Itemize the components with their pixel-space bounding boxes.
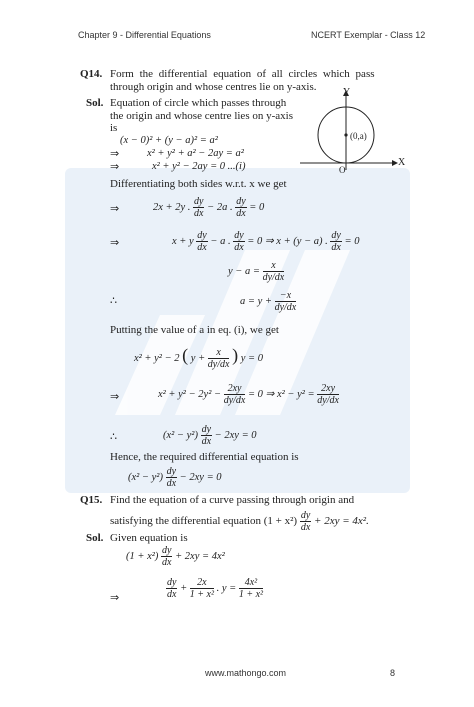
therefore-2: ∴ [110,431,117,443]
sol14-line1: Equation of circle which passes through [110,97,287,109]
sol14-eq9: x² + y² − 2y² − $\frac{2xy}{dy/dx}$ = 0 ⇒ x² − y² = $\frac{2xy}{dy/dx}$ [158,383,339,406]
implies-5: ⇒ [110,391,120,403]
q15-text-line2: satisfying the differential equation (1 + x²) $\frac{dy}{dx}$ + 2xy = 4x². [110,510,369,533]
q15-label: Q15. [80,494,103,506]
center-label: (0,a) [350,131,367,141]
sol14-eq11: (x² − y²) $\frac{dy}{dx}$ − 2xy = 0 [128,466,222,489]
sol14-eq7: a = y + $\frac{-x}{dy/dx}$ [240,290,297,313]
x-axis-label: X [398,157,406,168]
sol14-eq6: y − a = $\frac{x}{dy/dx}$ [228,260,285,283]
sol15-eq2: $\frac{dy}{dx}$ + $\frac{2x}{\text{1 + x²}}$ . y = $\frac{\text{4x²}}{\text{1 + x²}}$ [167,577,264,600]
sol14-differentiating: Differentiating both sides w.r.t. x we get [110,178,287,190]
sol14-eq10: (x² − y²) $\frac{dy}{dx}$ − 2xy = 0 [163,424,257,447]
sol14-eq4: 2x + 2y . $\frac{dy}{dx}$ − 2a . $\frac{dy}{dx}$ = 0 [153,196,265,219]
therefore-1: ∴ [110,295,117,307]
implies-3: ⇒ [110,203,120,215]
sol14-putting: Putting the value of a in eq. (i), we get [110,324,279,336]
q14-text-line2: through origin and whose centres lie on y-axis. [110,81,317,93]
sol14-label: Sol. [86,97,104,109]
header-class: NCERT Exemplar - Class 12 [311,30,426,40]
sol15-eq1: (1 + x²) $\frac{dy}{dx}$ + 2xy = 4x² [126,545,225,568]
implies-6: ⇒ [110,592,120,604]
header-chapter: Chapter 9 - Differential Equations [78,30,211,40]
sol14-eq1: (x − 0)² + (y − a)² = a² [120,135,218,146]
footer-url: www.mathongo.com [205,668,287,678]
sol14-eq2: x² + y² + a² − 2ay = a² [147,148,244,159]
sol14-eq8: x² + y² − 2 ( y + $\frac{x}{dy/dx}$ ) y = 0 [134,345,263,371]
sol14-line3: is [110,122,118,134]
sol14-hence: Hence, the required differential equation is [110,451,299,463]
sol15-label: Sol. [86,532,104,544]
q15-text-line1: Find the equation of a curve passing through origin and [110,494,355,506]
origin-label: O [339,165,346,175]
implies-2: ⇒ [110,161,120,173]
sol15-line1: Given equation is [110,532,188,544]
footer-page-number: 8 [390,668,396,678]
implies-1: ⇒ [110,148,120,160]
q14-text-line1: Form the differential equation of all circles which pass [110,68,375,80]
sol14-line2: the origin and whose centre lies on y-axis [110,110,293,122]
q14-label: Q14. [80,68,103,80]
sol14-eq5: x + y $\frac{dy}{dx}$ − a . $\frac{dy}{dx}$ = 0 ⇒ x + (y − a) . $\frac{dy}{dx}$ = 0 [172,230,360,253]
implies-4: ⇒ [110,237,120,249]
y-axis-label: Y [343,87,351,98]
sol14-eq3: x² + y² − 2ay = 0 ...(i) [152,161,246,172]
